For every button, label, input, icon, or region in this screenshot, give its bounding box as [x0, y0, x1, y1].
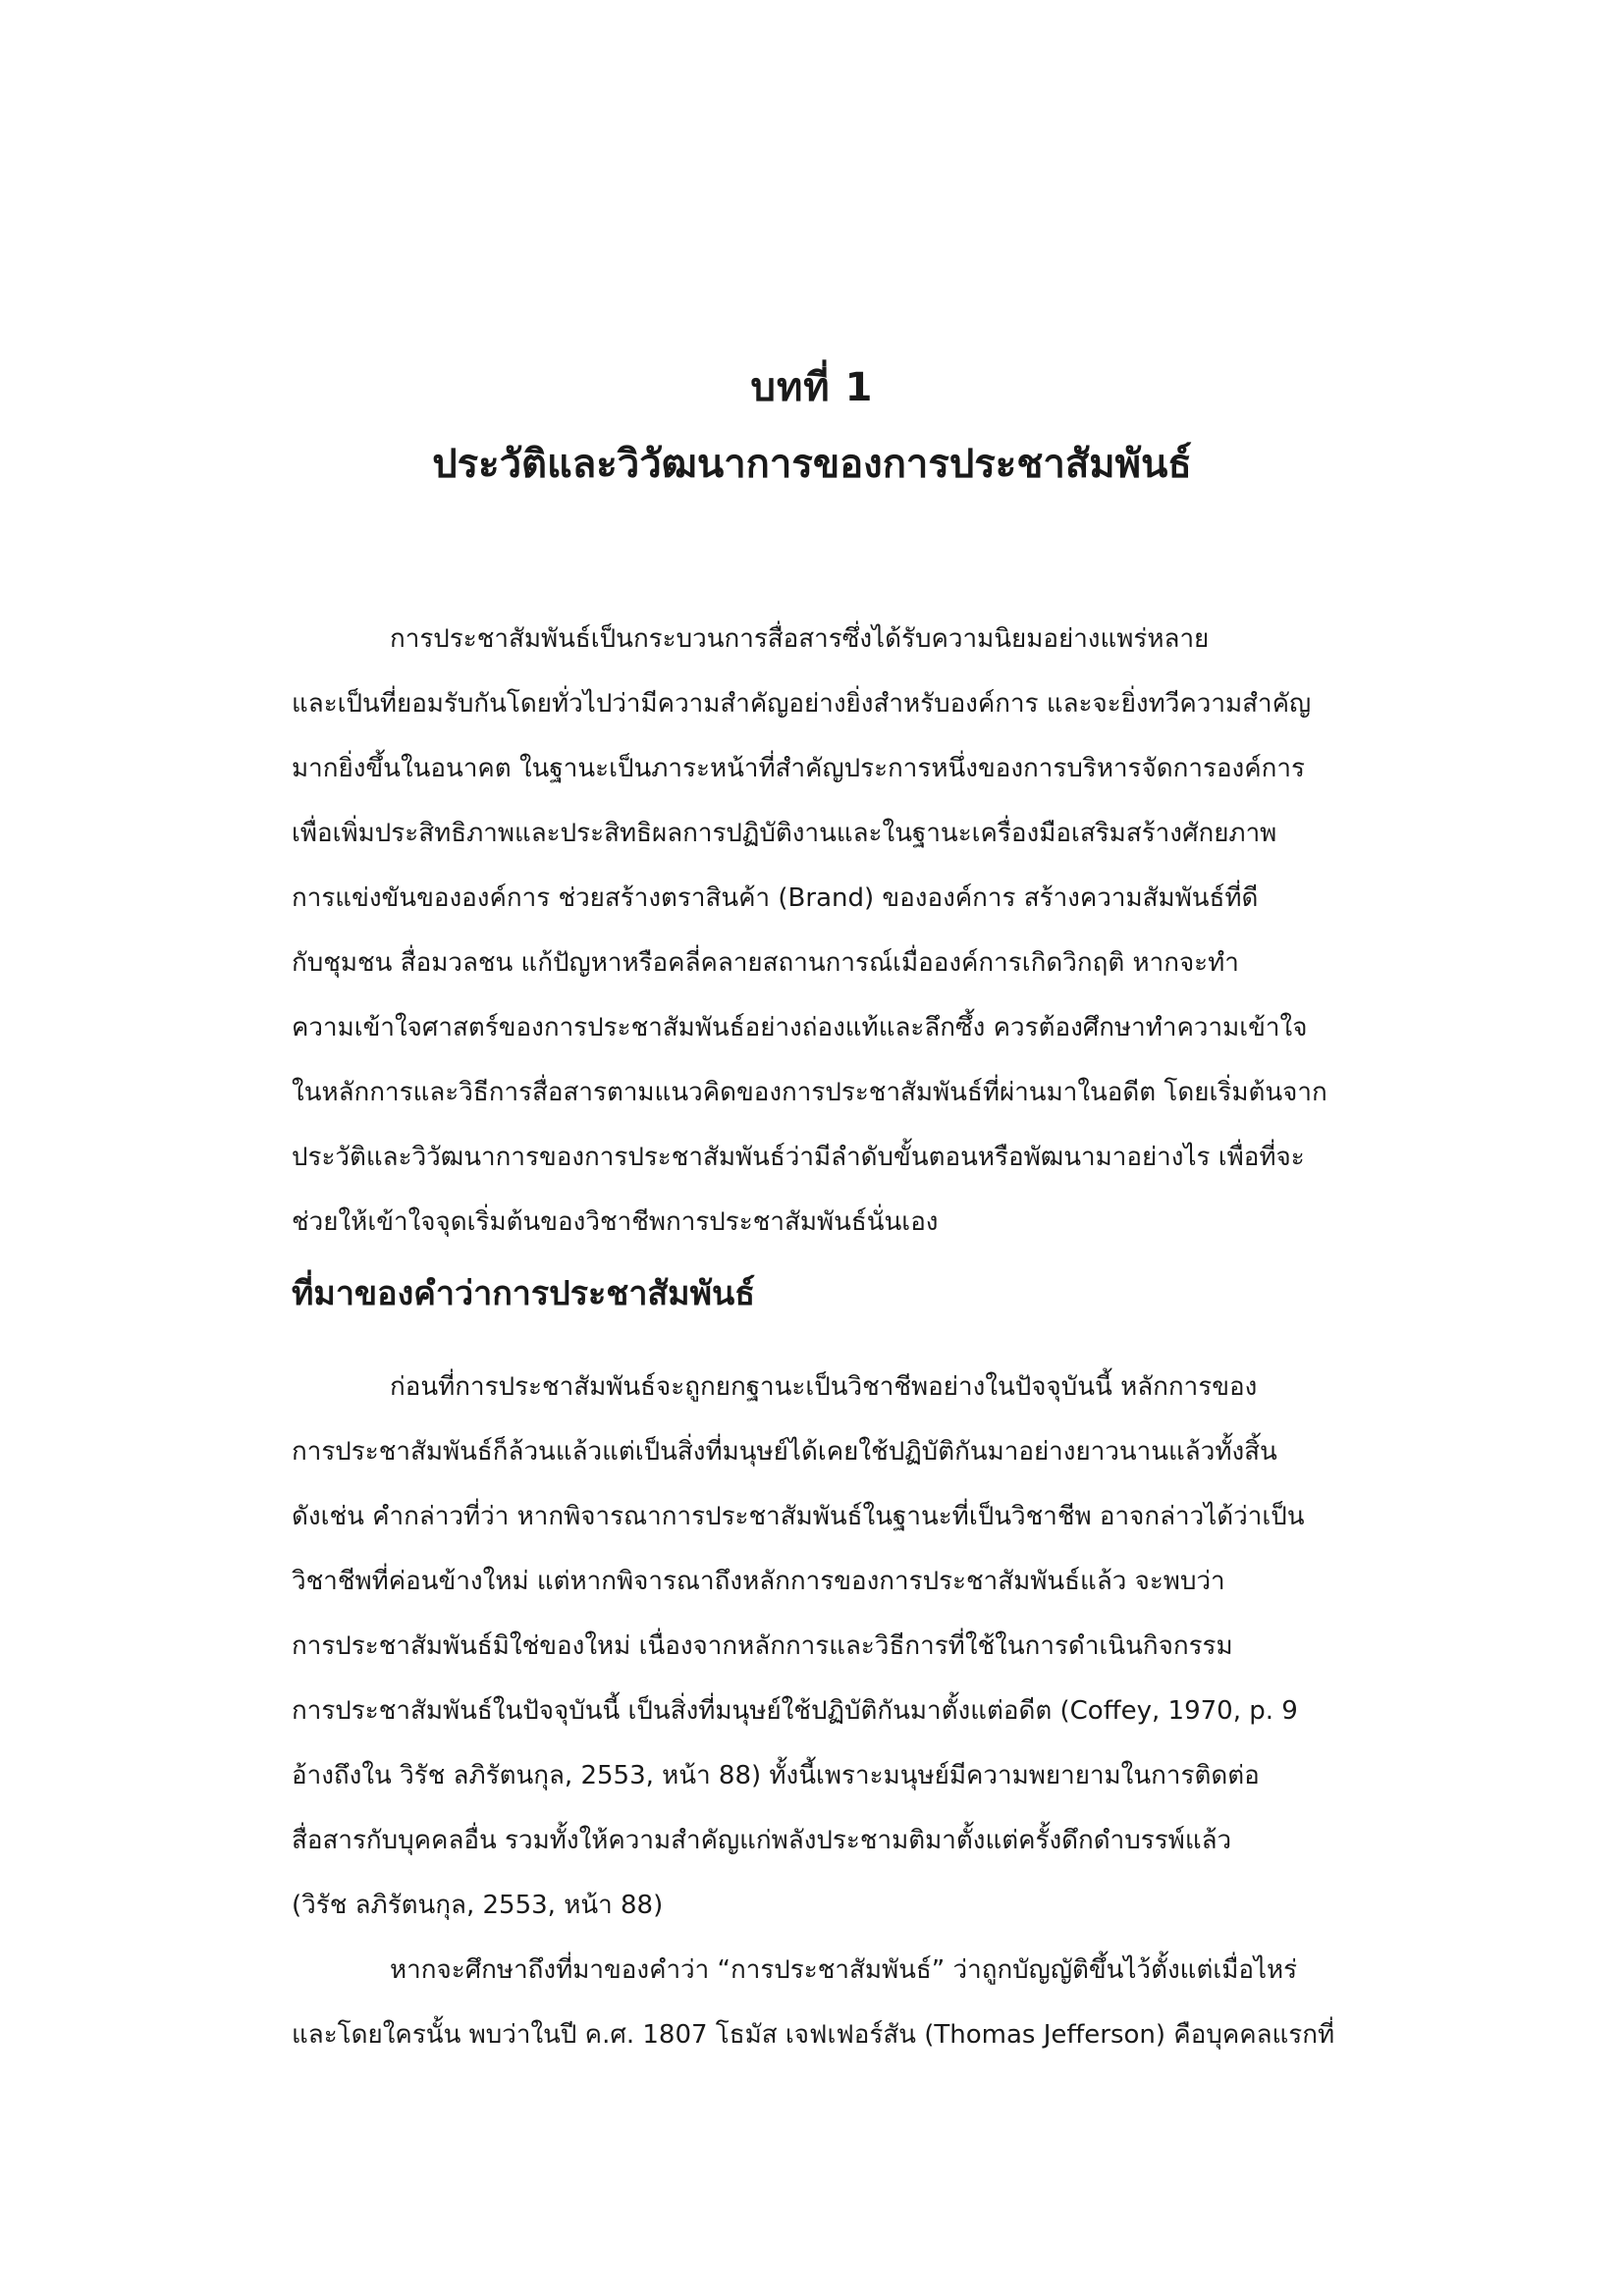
intro-paragraph [292, 607, 1411, 1255]
paragraph-line: การประชาสัมพันธ์มิใช่ของใหม่ เนื่องจากหลักการและวิธีการที่ใช้ในการดำเนินกิจกรรม [292, 1631, 1233, 1661]
chapter-number: บทที่ 1 [750, 365, 874, 410]
paragraph-line: กับชุมชน สื่อมวลชน แก้ปัญหาหรือคลี่คลายสถานการณ์เมื่อองค์การเกิดวิกฤติ หากจะทำ [292, 948, 1239, 978]
section-paragraph-2 [292, 1938, 1411, 2067]
paragraph-line: ประวัติและวิวัฒนาการของการประชาสัมพันธ์ว่ามีลำดับขั้นตอนหรือพัฒนามาอย่างไร เพื่อที่จะ [292, 1143, 1305, 1172]
paragraph-line: การประชาสัมพันธ์ก็ล้วนแล้วแต่เป็นสิ่งที่มนุษย์ได้เคยใช้ปฏิบัติกันมาอย่างยาวนานแล้วทั้งสิ้น [292, 1437, 1277, 1467]
paragraph-line: และโดยใครนั้น พบว่าในปี ค.ศ. 1807 โธมัส เจฟเฟอร์สัน (Thomas Jefferson) คือบุคคลแรกที่ [292, 2020, 1335, 2050]
section-heading: ที่มาของคำว่าการประชาสัมพันธ์ [292, 1274, 755, 1313]
section-paragraph-1 [292, 1355, 1411, 1938]
paragraph-line: มากยิ่งขึ้นในอนาคต ในฐานะเป็นภาระหน้าที่สำคัญประการหนึ่งของการบริหารจัดการองค์การ [292, 754, 1305, 783]
paragraph-line: วิชาชีพที่ค่อนข้างใหม่ แต่หากพิจารณาถึงหลักการของการประชาสัมพันธ์แล้ว จะพบว่า [292, 1567, 1225, 1596]
paragraph-line: อ้างถึงใน วิรัช ลภิรัตนกุล, 2553, หน้า 88) ทั้งนี้เพราะมนุษย์มีความพยายามในการติดต่อ [292, 1761, 1260, 1790]
paragraph-line: หากจะศึกษาถึงที่มาของคำว่า “การประชาสัมพันธ์” ว่าถูกบัญญัติขึ้นไว้ตั้งแต่เมื่อไหร่ [390, 1955, 1298, 1985]
paragraph-line: ดังเช่น คำกล่าวที่ว่า หากพิจารณาการประชาสัมพันธ์ในฐานะที่เป็นวิชาชีพ อาจกล่าวได้ว่าเป็น [292, 1502, 1305, 1531]
paragraph-line: ความเข้าใจศาสตร์ของการประชาสัมพันธ์อย่างถ่องแท้และลึกซึ้ง ควรต้องศึกษาทำความเข้าใจ [292, 1013, 1308, 1042]
paragraph-line: ในหลักการและวิธีการสื่อสารตามแนวคิดของการประชาสัมพันธ์ที่ผ่านมาในอดีต โดยเริ่มต้นจาก [292, 1078, 1327, 1107]
paragraph-line: ก่อนที่การประชาสัมพันธ์จะถูกยกฐานะเป็นวิชาชีพอย่างในปัจจุบันนี้ หลักการของ [390, 1372, 1258, 1402]
paragraph-line: สื่อสารกับบุคคลอื่น รวมทั้งให้ความสำคัญแก่พลังประชามติมาตั้งแต่ครั้งดึกดำบรรพ์แล้ว [292, 1826, 1232, 1855]
paragraph-line: เพื่อเพิ่มประสิทธิภาพและประสิทธิผลการปฏิบัติงานและในฐานะเครื่องมือเสริมสร้างศักยภาพ [292, 819, 1277, 848]
paragraph-line: การแข่งขันขององค์การ ช่วยสร้างตราสินค้า (Brand) ขององค์การ สร้างความสัมพันธ์ที่ดี [292, 883, 1259, 913]
paragraph-line: ช่วยให้เข้าใจจุดเริ่มต้นของวิชาชีพการประชาสัมพันธ์นั่นเอง [292, 1207, 939, 1237]
paragraph-line: (วิรัช ลภิรัตนกุล, 2553, หน้า 88) [292, 1891, 664, 1920]
paragraph-line: และเป็นที่ยอมรับกันโดยทั่วไปว่ามีความสำคัญอย่างยิ่งสำหรับองค์การ และจะยิ่งทวีความสำคัญ [292, 689, 1312, 719]
paragraph-line: การประชาสัมพันธ์ในปัจจุบันนี้ เป็นสิ่งที่มนุษย์ใช้ปฏิบัติกันมาตั้งแต่อดีต (Coffey, 1970, p. 9 [292, 1696, 1298, 1726]
chapter-title: ประวัติและวิวัฒนาการของการประชาสัมพันธ์ [432, 442, 1192, 487]
paragraph-line: การประชาสัมพันธ์เป็นกระบวนการสื่อสารซึ่งได้รับความนิยมอย่างแพร่หลาย [390, 624, 1210, 654]
